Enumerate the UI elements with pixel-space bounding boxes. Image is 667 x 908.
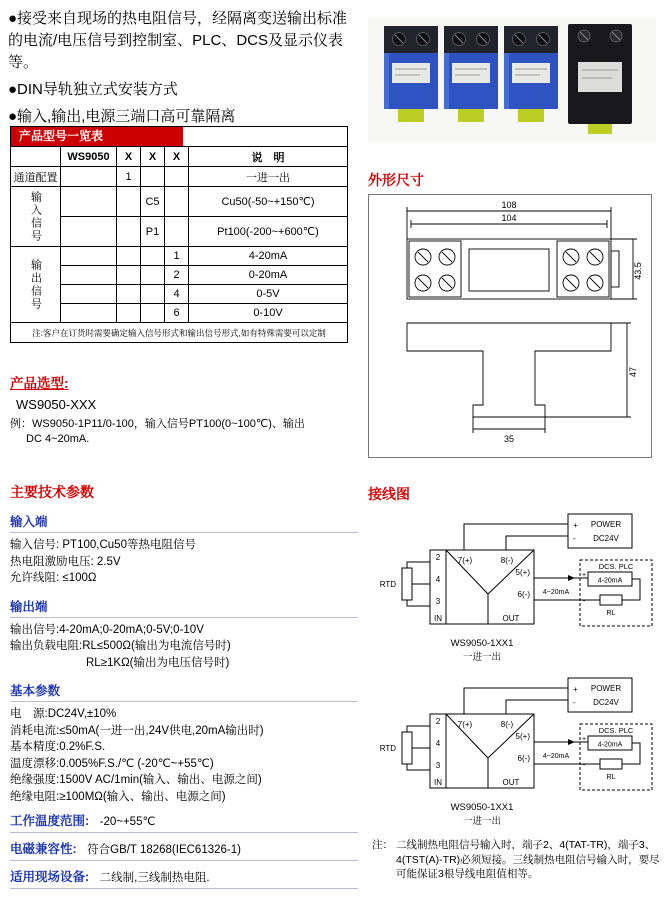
wiring-labels — [380, 684, 634, 827]
diagram-mode-label: 一进一出 — [462, 816, 502, 827]
table-cell — [61, 266, 117, 285]
product-photo — [368, 18, 656, 142]
output-label: 输出信号 — [11, 247, 61, 323]
table-cell-desc-header: 说 明 — [189, 147, 348, 167]
param-row-emc — [10, 835, 358, 861]
out-label: OUT — [502, 778, 520, 787]
channel-code: 1 — [117, 167, 141, 187]
wiring-title: 接线图 — [368, 486, 410, 502]
output-code-1: 1 — [165, 247, 189, 266]
param-row-field-device — [10, 863, 358, 889]
param-line: 基本精度:0.2%F.S. — [10, 741, 106, 753]
table-cell — [117, 304, 141, 323]
wiring-labels — [380, 520, 634, 663]
inline-heading: 电磁兼容性: — [10, 842, 77, 856]
table-row-output-1 — [11, 247, 348, 266]
table-cell — [61, 187, 117, 217]
table-cell — [141, 167, 165, 187]
intro-bullet-1: ●接受来自现场的热电阻信号，经隔离变送输出标准的电流/电压信号到控制室、PLC、DCS及显示仪表等。 — [8, 10, 348, 71]
table-cell — [117, 217, 141, 247]
section-heading-output: 输出端 — [10, 597, 358, 618]
outline-drawing-box — [368, 194, 652, 458]
table-cell — [141, 304, 165, 323]
intro-bullets — [8, 8, 362, 133]
output-desc-3: 0-5V — [189, 285, 348, 304]
input-code-1: C5 — [141, 187, 165, 217]
power-minus: - — [573, 698, 576, 707]
table-cell — [11, 147, 61, 167]
rtd-label: RTD — [379, 744, 396, 753]
power-title: POWER — [590, 684, 622, 693]
param-line: 绝缘强度:1500V AC/1min(输入、输出、电源之间) — [10, 774, 262, 786]
output-code-4: 6 — [165, 304, 189, 323]
dcs-label: DCS. PLC — [598, 726, 634, 735]
table-row-output-2 — [11, 266, 348, 285]
dcs-minus: - — [582, 762, 586, 769]
terminal-4: 4 — [435, 739, 441, 748]
module-blue-3 — [504, 26, 558, 122]
output-code-3: 4 — [165, 285, 189, 304]
meter-label: 4-20mA — [597, 741, 623, 749]
section-heading-input: 输入端 — [10, 512, 358, 533]
terminal-6: 6(-) — [517, 754, 530, 763]
table-row-channel — [11, 167, 348, 187]
module-blue-2 — [444, 26, 498, 122]
diagram-mode-label: 一进一出 — [462, 652, 502, 663]
terminal-5: 5(+) — [515, 732, 530, 741]
tech-section-basic — [10, 681, 358, 805]
inline-value: 二线制,三线制热电阻. — [99, 872, 210, 884]
inline-heading: 工作温度范围: — [10, 814, 90, 828]
param-line: 输入信号: PT100,Cu50等热电阻信号 — [10, 539, 196, 551]
power-plus: + — [573, 685, 578, 694]
wire-arrow-icon — [568, 575, 575, 581]
table-cell-x2: X — [141, 147, 165, 167]
table-cell-model: WS9050 — [61, 147, 117, 167]
tech-section-output — [10, 597, 358, 672]
wiring-diagram-2 — [368, 672, 660, 832]
terminal-7: 7(+) — [457, 720, 473, 729]
terminal-2: 2 — [435, 553, 441, 562]
param-line: 电 源:DC24V,±10% — [10, 708, 117, 720]
table-cell-x1: X — [117, 147, 141, 167]
intro-bullet-2: ●DIN导轨独立式安装方式 — [8, 81, 178, 98]
dcs-plus: + — [581, 572, 587, 579]
table-cell — [165, 217, 189, 247]
tech-section-input — [10, 512, 358, 587]
wire-label: 4~20mA — [542, 753, 570, 760]
dim-profile-height: 47 — [628, 366, 638, 378]
diagram-model-label: WS9050-1XX1 — [450, 638, 514, 649]
wire-arrow-icon — [568, 739, 575, 745]
out-label: OUT — [502, 614, 520, 623]
wiring-note-text: 二线制热电阻信号输入时，端子2、4(TAT-TR)，端子3、4(TST(A)-TR)必须短接。三线制热电阻信号输入时，要尽可能保证3根导线电阻值相等。 — [396, 839, 660, 880]
param-row-operating-temp — [10, 807, 358, 833]
terminal-8: 8(-) — [500, 720, 514, 729]
terminal-3: 3 — [435, 597, 441, 606]
tech-params — [10, 482, 358, 889]
table-header-row — [11, 147, 348, 167]
dcs-plus: + — [581, 736, 587, 743]
param-line: 热电阻激励电压: 2.5V — [10, 555, 121, 568]
param-line: 消耗电流:≤50mA(一进一出,24V供电,20mA输出时) — [10, 724, 264, 737]
selection-title: 产品选型: — [10, 376, 69, 391]
output-code-2: 2 — [165, 266, 189, 285]
channel-label: 通道配置 — [11, 167, 61, 187]
power-title: POWER — [590, 520, 622, 529]
table-cell — [117, 285, 141, 304]
module-blue-1 — [384, 26, 438, 122]
outline-dim-labels — [501, 200, 643, 444]
table-cell — [117, 247, 141, 266]
param-line: 绝缘电阻:≥100MΩ(输入、输出、电源之间) — [10, 790, 226, 803]
table-cell-x3: X — [165, 147, 189, 167]
table-cell — [61, 285, 117, 304]
table-cell — [117, 187, 141, 217]
terminal-4: 4 — [435, 575, 441, 584]
terminal-6: 6(-) — [517, 590, 530, 599]
dim-inner-width: 104 — [501, 213, 517, 223]
table-row-note — [11, 323, 348, 343]
outline-lines — [407, 207, 637, 433]
table-cell — [165, 167, 189, 187]
table-cell — [61, 217, 117, 247]
rl-label: RL — [606, 774, 616, 781]
terminal-5: 5(+) — [515, 568, 530, 577]
in-label: IN — [434, 614, 442, 623]
param-line: 温度漂移:0.005%F.S./℃ (-20℃~+55℃) — [10, 757, 214, 770]
terminal-3: 3 — [435, 761, 441, 770]
model-table-titlebar — [10, 126, 348, 146]
channel-desc: 一进一出 — [189, 167, 348, 187]
input-code-2: P1 — [141, 217, 165, 247]
input-label: 输入信号 — [11, 187, 61, 247]
meter-label: 4-20mA — [597, 577, 623, 585]
table-cell — [165, 187, 189, 217]
output-desc-1: 4-20mA — [189, 247, 348, 266]
table-cell — [61, 247, 117, 266]
rl-label: RL — [606, 610, 616, 617]
table-row-output-3 — [11, 285, 348, 304]
table-row-output-4 — [11, 304, 348, 323]
selection-example-line2: DC 4~20mA. — [26, 433, 90, 445]
intro-bullet-3: ●输入,输出,电源三端口高可靠隔离 — [8, 108, 236, 125]
selection-example — [10, 417, 358, 447]
table-cell — [141, 285, 165, 304]
in-label: IN — [434, 778, 442, 787]
table-row-input-2 — [11, 217, 348, 247]
terminal-2: 2 — [435, 717, 441, 726]
dim-profile-width: 35 — [503, 434, 515, 444]
power-minus: - — [573, 534, 576, 543]
selection-model: WS9050-XXX — [16, 397, 97, 412]
inline-heading: 适用现场设备: — [10, 870, 90, 884]
output-desc-2: 0-20mA — [189, 266, 348, 285]
model-table — [10, 126, 348, 343]
dim-side-height: 43.5 — [633, 262, 643, 280]
inline-value: -20~+55℃ — [99, 816, 156, 828]
table-cell — [141, 266, 165, 285]
power-plus: + — [573, 521, 578, 530]
wiring-note — [372, 838, 660, 882]
outline-title: 外形尺寸 — [368, 172, 424, 188]
table-cell — [141, 247, 165, 266]
output-desc-4: 0-10V — [189, 304, 348, 323]
param-line: 输出负载电阻:RL≤500Ω(输出为电流信号时) — [10, 640, 231, 652]
table-note: 注:客户在订货时需要确定输入信号形式和输出信号形式,如有特殊需要可以定制 — [11, 323, 348, 343]
tech-title: 主要技术参数 — [10, 484, 94, 500]
diagram-model-label: WS9050-1XX1 — [450, 802, 514, 813]
wire-label: 4~20mA — [542, 589, 570, 596]
power-voltage: DC24V — [593, 698, 619, 707]
param-line: 允许线阻: ≤100Ω — [10, 572, 97, 584]
selection-example-line1: 例：WS9050-1P11/0-100，输入信号PT100(0~100℃)、输出 — [10, 418, 305, 430]
terminal-8: 8(-) — [500, 556, 514, 565]
table-cell — [61, 304, 117, 323]
wiring-diagram-1 — [368, 508, 660, 668]
power-voltage: DC24V — [593, 534, 619, 543]
dim-outer-width: 108 — [501, 200, 517, 210]
param-line: 输出信号:4-20mA;0-20mA;0-5V;0-10V — [10, 623, 204, 636]
rtd-label: RTD — [379, 580, 396, 589]
terminal-7: 7(+) — [457, 556, 473, 565]
table-row-input-1 — [11, 187, 348, 217]
input-desc-2: Pt100(-200~+600℃) — [189, 217, 348, 247]
table-cell — [61, 167, 117, 187]
param-line: RL≥1KΩ(输出为电压信号时) — [86, 656, 230, 669]
outline-drawing — [369, 195, 651, 457]
input-desc-1: Cu50(-50~+150℃) — [189, 187, 348, 217]
table-cell — [117, 266, 141, 285]
section-heading-basic: 基本参数 — [10, 681, 358, 702]
inline-value: 符合GB/T 18268(IEC61326-1) — [87, 844, 241, 856]
model-table-grid — [10, 146, 348, 343]
dcs-minus: - — [582, 598, 586, 605]
module-black — [568, 24, 632, 134]
model-table-title: 产品型号一览表 — [11, 127, 183, 146]
wiring-note-label: 注： — [372, 839, 393, 851]
dcs-label: DCS. PLC — [598, 562, 634, 571]
product-selection — [10, 372, 358, 447]
